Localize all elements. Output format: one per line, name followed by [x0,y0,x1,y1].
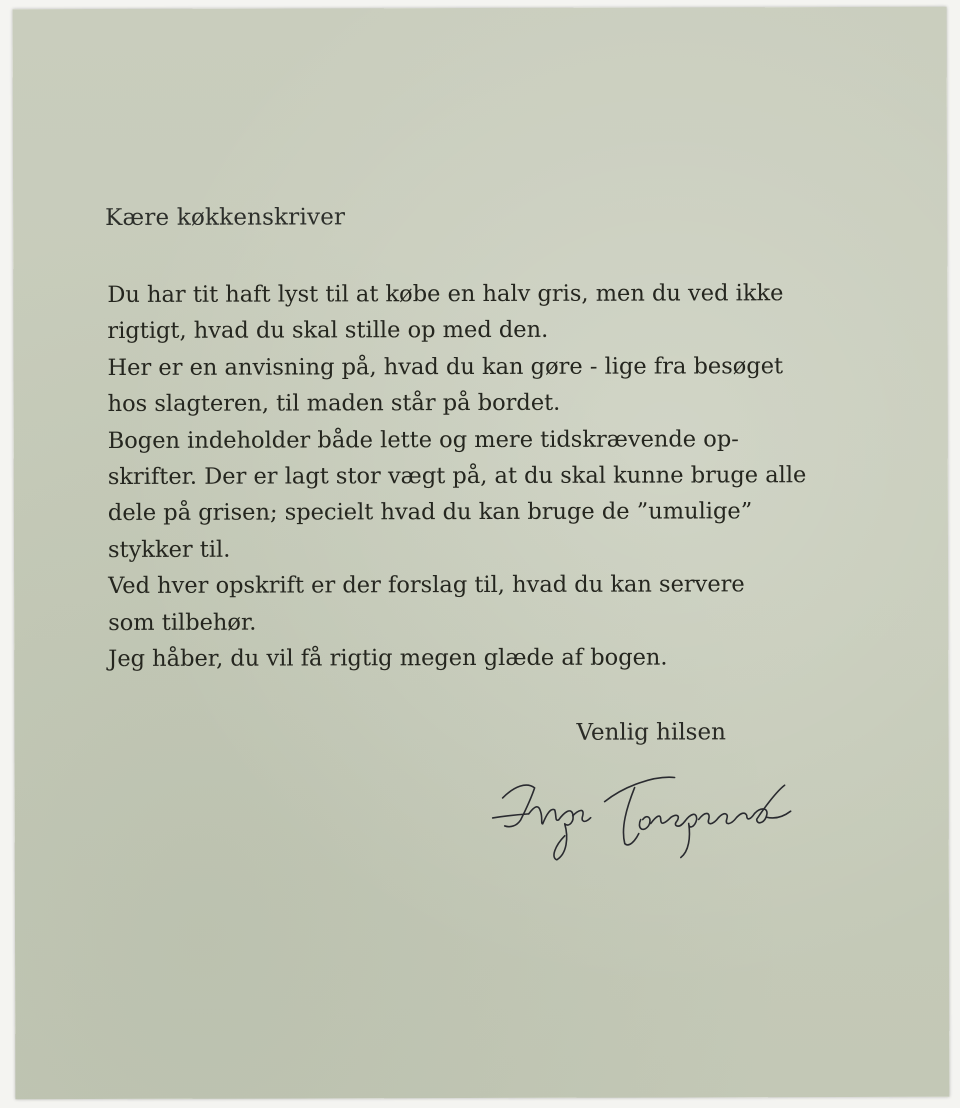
body-line: rigtigt, hvad du skal stille op med den. [107,317,549,345]
body-line: hos slagteren, til maden står på bordet. [107,390,561,418]
letter-body [107,275,888,678]
body-line: Jeg håber, du vil få rigtig megen glæde af bogen. [108,644,668,673]
body-line: dele på grisen; specielt hvad du kan bruge de ”umulige” [107,498,753,527]
body-line: Du har tit haft lyst til at købe en halv gris, men du ved ikke [107,280,784,308]
letter-greeting: Kære køkkenskriver [105,204,346,231]
body-line: stykker til. [107,536,231,563]
handwritten-signature [485,767,845,868]
letter-closing: Venlig hilsen [576,719,726,746]
body-line: Her er en anvisning på, hvad du kan gøre - lige fra besøget [107,353,784,381]
body-line: Bogen indeholder både lette og mere tidskrævende op- [107,425,739,454]
body-line: skrifter. Der er lagt stor vægt på, at du skal kunne bruge alle [107,462,807,491]
letter-page [13,7,950,1099]
body-line: Ved hver opskrift er der forslag til, hvad du kan servere [108,571,745,600]
body-line: som tilbehør. [108,609,257,636]
